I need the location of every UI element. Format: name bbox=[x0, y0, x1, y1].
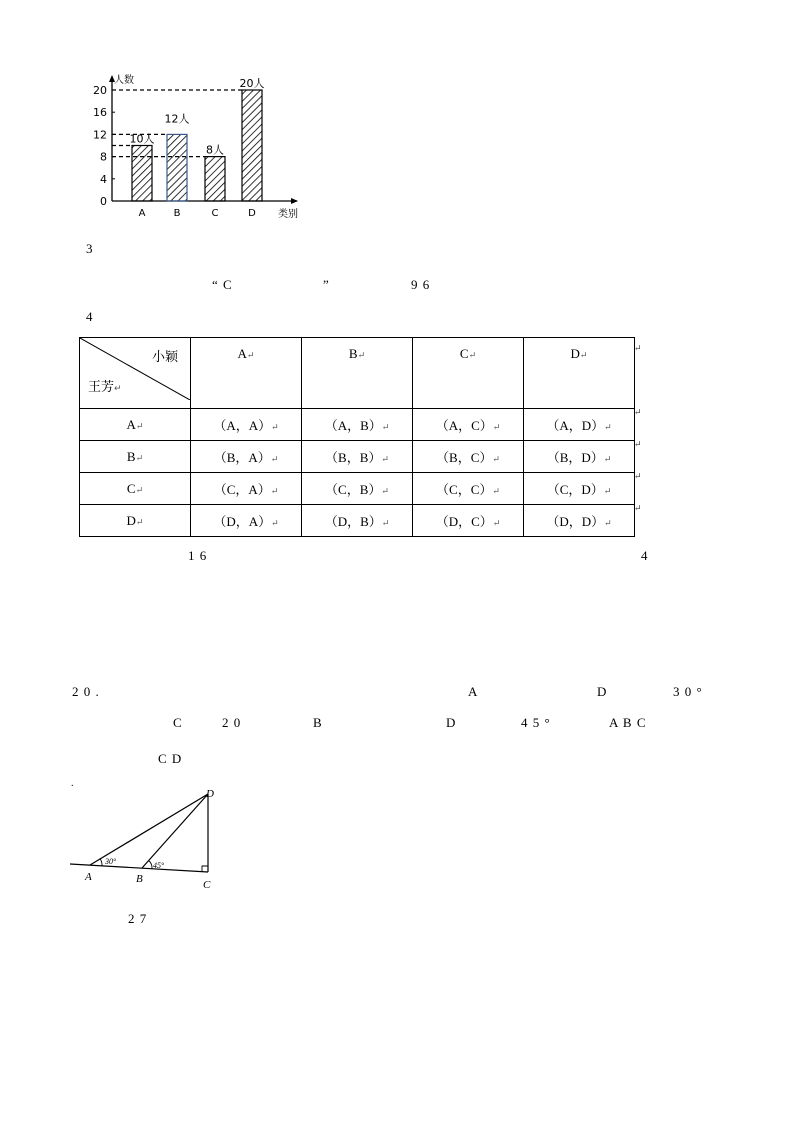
point-label-d: D bbox=[206, 788, 214, 800]
table-cell: （A，B）↵ bbox=[302, 409, 413, 441]
question-number: 2 0 . bbox=[72, 684, 100, 699]
header-wangfang: 王芳↵ bbox=[88, 380, 122, 395]
y-tick-label: 16 bbox=[93, 106, 107, 120]
line-bd bbox=[142, 794, 208, 868]
y-tick-label: 12 bbox=[93, 128, 107, 142]
col-header-b: B↵ bbox=[302, 338, 413, 409]
point-b-text: B bbox=[313, 715, 323, 730]
data-label: 10人 bbox=[129, 132, 155, 146]
x-axis-arrow bbox=[291, 198, 298, 204]
data-label: 8人 bbox=[206, 143, 224, 157]
table-row bbox=[80, 505, 635, 537]
table-row bbox=[80, 409, 635, 441]
row-label: B↵ bbox=[80, 441, 191, 473]
point-label-c: C bbox=[203, 879, 211, 891]
table-cell: （D，B）↵ bbox=[302, 505, 413, 537]
table-cell: （D，D）↵ bbox=[524, 505, 635, 537]
point-label-b: B bbox=[136, 873, 143, 885]
table-cell: （D，C）↵ bbox=[413, 505, 524, 537]
outcome-table bbox=[79, 337, 635, 537]
bar-chart bbox=[82, 70, 312, 230]
col-header-d: D↵ bbox=[524, 338, 635, 409]
data-label: 12人 bbox=[164, 112, 190, 126]
chart-bars bbox=[112, 77, 265, 219]
distance-20-text: 2 0 bbox=[222, 715, 242, 730]
quote-open: “ C bbox=[212, 277, 233, 292]
bar-a bbox=[132, 146, 152, 202]
table-cell: （B，A）↵ bbox=[191, 441, 302, 473]
col-header-c: C↵ bbox=[413, 338, 524, 409]
row-label: A↵ bbox=[80, 409, 191, 441]
table-cell: （C，B）↵ bbox=[302, 473, 413, 505]
paragraph-mark: ↵ bbox=[634, 439, 642, 449]
table-cell: （B，B）↵ bbox=[302, 441, 413, 473]
angle-30-text: 3 0 ° bbox=[673, 684, 703, 699]
category-label: A bbox=[138, 208, 146, 219]
paragraph-mark: ↵ bbox=[634, 407, 642, 417]
row-label: D↵ bbox=[80, 505, 191, 537]
y-tick-label: 0 bbox=[100, 195, 107, 208]
y-tick-label: 8 bbox=[100, 150, 107, 164]
category-label: B bbox=[173, 208, 181, 219]
right-angle-mark bbox=[202, 866, 208, 872]
category-label: C bbox=[211, 208, 219, 219]
y-tick-label: 4 bbox=[100, 172, 107, 186]
table-cell: （B，C）↵ bbox=[413, 441, 524, 473]
row-label: C↵ bbox=[80, 473, 191, 505]
bar-c bbox=[205, 157, 225, 201]
table-cell: （A，D）↵ bbox=[524, 409, 635, 441]
table-cell: （C，C）↵ bbox=[413, 473, 524, 505]
point-d-text: D bbox=[597, 684, 608, 699]
angle-45-text: 4 5 ° bbox=[521, 715, 551, 730]
table-cell: （C，A）↵ bbox=[191, 473, 302, 505]
col-header-a: A↵ bbox=[191, 338, 302, 409]
bar-d bbox=[242, 90, 262, 201]
paragraph-mark: ↵ bbox=[634, 471, 642, 481]
label-27: 2 7 bbox=[128, 911, 148, 926]
table-row bbox=[80, 473, 635, 505]
table-cell: （D，A）↵ bbox=[191, 505, 302, 537]
y-axis-label: 人数 bbox=[114, 75, 134, 86]
point-c-text: C bbox=[173, 715, 183, 730]
paragraph-mark: ↵ bbox=[634, 503, 642, 513]
table-row bbox=[80, 441, 635, 473]
table-corner-header bbox=[80, 338, 191, 409]
point-d2-text: D bbox=[446, 715, 457, 730]
angle-label-b: 45° bbox=[153, 861, 165, 870]
point-a-text: A bbox=[468, 684, 479, 699]
stray-dot: . bbox=[71, 778, 75, 789]
table-cell: （A，C）↵ bbox=[413, 409, 524, 441]
paragraph-mark: ↵ bbox=[634, 343, 642, 353]
line-ad bbox=[90, 794, 208, 865]
label-4: 4 bbox=[86, 309, 94, 324]
angle-arc-a bbox=[100, 859, 102, 866]
bar-b bbox=[167, 134, 187, 201]
x-axis-label: 类别 bbox=[278, 209, 298, 220]
chart-axes bbox=[93, 73, 298, 220]
label-4b: 4 bbox=[641, 548, 649, 563]
table-cell: （C，D）↵ bbox=[524, 473, 635, 505]
points-abc-text: A B C bbox=[609, 715, 647, 730]
label-96: 9 6 bbox=[411, 277, 431, 292]
y-tick-label: 20 bbox=[93, 84, 107, 97]
data-label: 20人 bbox=[239, 77, 265, 90]
table-cell: （A，A）↵ bbox=[191, 409, 302, 441]
quote-close: ” bbox=[323, 277, 330, 292]
angle-arc-b bbox=[149, 861, 152, 869]
point-label-a: A bbox=[85, 871, 92, 883]
category-label: D bbox=[248, 208, 256, 219]
header-xiaoying: 小颖 bbox=[151, 350, 178, 365]
label-16: 1 6 bbox=[188, 548, 208, 563]
segment-cd-text: C D bbox=[158, 751, 183, 766]
geometry-figure bbox=[70, 780, 230, 895]
table-cell: （B，D）↵ bbox=[524, 441, 635, 473]
angle-label-a: 30° bbox=[105, 857, 117, 866]
label-3: 3 bbox=[86, 241, 94, 256]
